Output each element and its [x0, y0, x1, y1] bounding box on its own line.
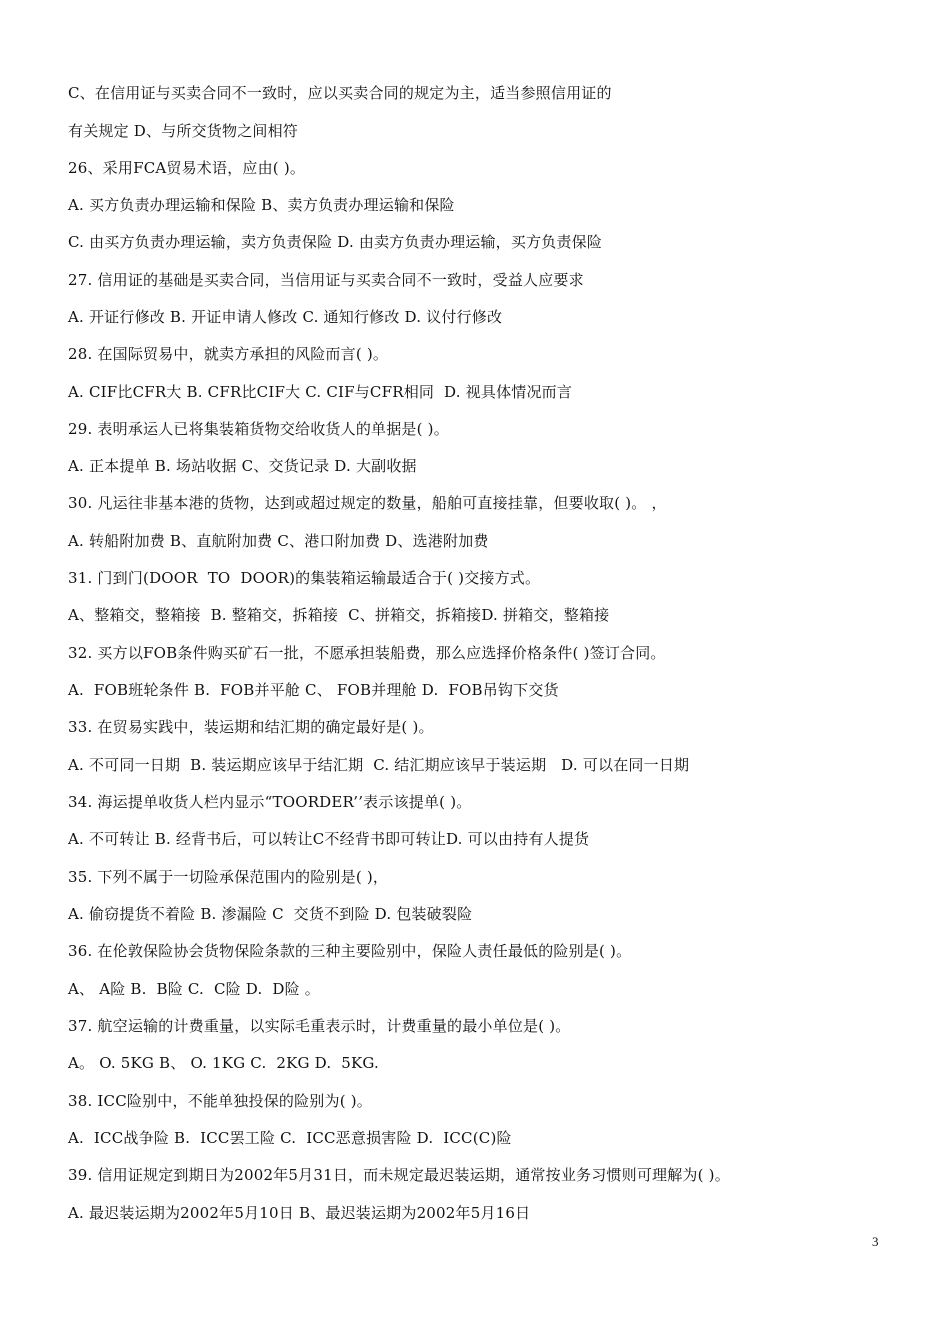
options-38: A. ICC战争险 B. ICC罢工险 C. ICC恶意损害险 D. ICC(C)险 — [68, 1129, 512, 1147]
text-line: 有关规定 D、与所交货物之间相符 — [68, 122, 298, 140]
options-33: A. 不可同一日期 B. 装运期应该早于结汇期 C. 结汇期应该早于装运期 D. 可以在同一日期 — [68, 756, 690, 774]
options-26: A. 买方负责办理运输和保险 B、卖方负责办理运输和保险 — [68, 196, 455, 214]
question-38: 38. ICC险别中，不能单独投保的险别为( )。 — [68, 1092, 372, 1110]
options-30: A. 转船附加费 B、直航附加费 C、港口附加费 D、选港附加费 — [68, 532, 489, 550]
question-31: 31. 门到门(DOOR TO DOOR)的集装箱运输最适合于( )交接方式。 — [68, 569, 541, 587]
question-35: 35. 下列不属于一切险承保范围内的险别是( )， — [68, 868, 389, 886]
options-39: A. 最迟装运期为2002年5月10日 B、最迟装运期为2002年5月16日 — [68, 1204, 531, 1222]
options-26-continued: C. 由买方负责办理运输，卖方负责保险 D. 由卖方负责办理运输，买方负责保险 — [68, 233, 603, 251]
question-33: 33. 在贸易实践中，装运期和结汇期的确定最好是( )。 — [68, 718, 434, 736]
options-28: A. CIF比CFR大 B. CFR比CIF大 C. CIF与CFR相同 D. 视具体情况而言 — [68, 383, 573, 401]
text-line: C、在信用证与买卖合同不一致时，应以买卖合同的规定为主，适当参照信用证的 — [68, 84, 612, 102]
question-28: 28. 在国际贸易中，就卖方承担的风险而言( )。 — [68, 345, 389, 363]
options-37: A。 O. 5KG B、 O. 1KG C. 2KG D. 5KG. — [68, 1054, 380, 1072]
options-32: A. FOB班轮条件 B. FOB并平舱 C、 FOB并理舱 D. FOB吊钩下交货 — [68, 681, 559, 699]
question-29: 29. 表明承运人已将集装箱货物交给收货人的单据是( )。 — [68, 420, 449, 438]
question-36: 36. 在伦敦保险协会货物保险条款的三种主要险别中，保险人责任最低的险别是( )。 — [68, 942, 632, 960]
options-35: A. 偷窃提货不着险 B. 渗漏险 C 交货不到险 D. 包装破裂险 — [68, 905, 473, 923]
page-number: 3 — [872, 1234, 879, 1249]
question-34: 34. 海运提单收货人栏内显示“TOORDER’’表示该提单( )。 — [68, 793, 472, 811]
question-37: 37. 航空运输的计费重量，以实际毛重表示时，计费重量的最小单位是( )。 — [68, 1017, 571, 1035]
options-31: A、整箱交，整箱接 B. 整箱交，拆箱接 C、拼箱交，拆箱接D. 拼箱交，整箱接 — [68, 606, 610, 624]
options-27: A. 开证行修改 B. 开证申请人修改 C. 通知行修改 D. 议付行修改 — [68, 308, 503, 326]
options-34: A. 不可转让 B. 经背书后，可以转让C不经背书即可转让D. 可以由持有人提货 — [68, 830, 590, 848]
question-27: 27. 信用证的基础是买卖合同，当信用证与买卖合同不一致时，受益人应要求 — [68, 271, 584, 289]
question-30: 30. 凡运往非基本港的货物，达到或超过规定的数量，船舶可直接挂靠，但要收取( )。 ， — [68, 494, 667, 512]
options-36: A、 A险 B. B险 C. C险 D. D险 。 — [68, 980, 321, 998]
question-26: 26、采用FCA贸易术语，应由( )。 — [68, 159, 306, 177]
question-32: 32. 买方以FOB条件购买矿石一批，不愿承担装船费，那么应选择价格条件( )签订合同。 — [68, 644, 666, 662]
question-39: 39. 信用证规定到期日为2002年5月31日，而未规定最迟装运期，通常按业务习惯则可理解为( )。 — [68, 1166, 730, 1184]
options-29: A. 正本提单 B. 场站收据 C、交货记录 D. 大副收据 — [68, 457, 417, 475]
